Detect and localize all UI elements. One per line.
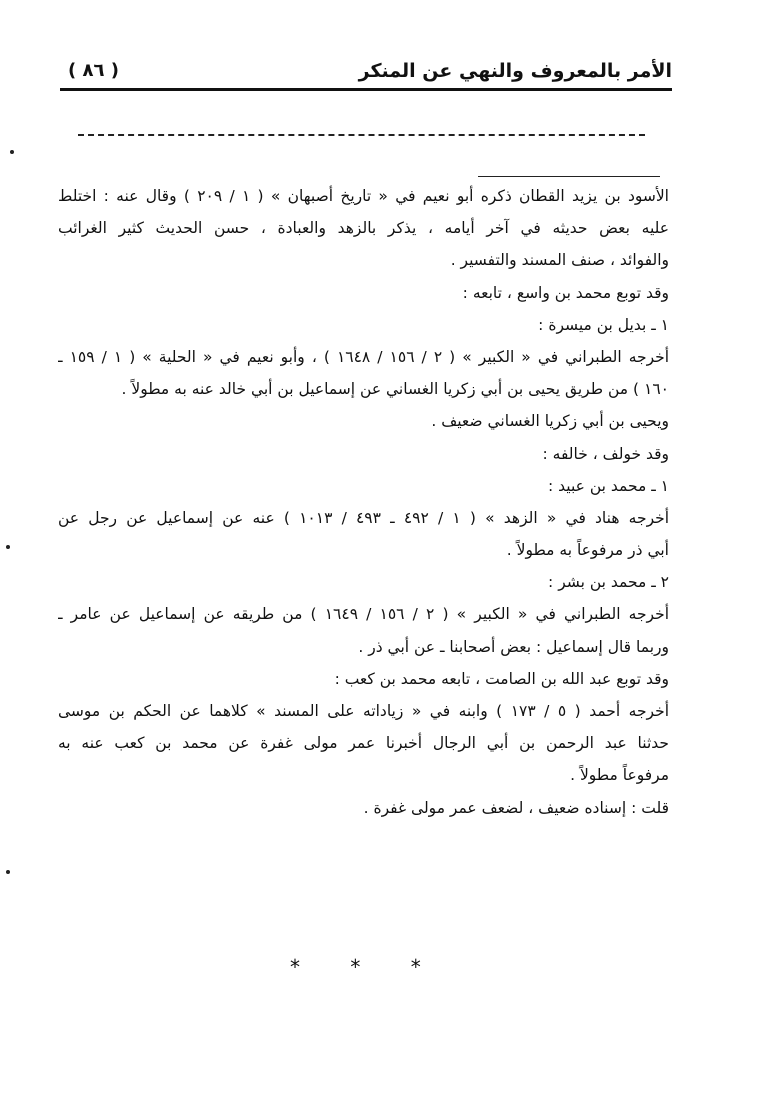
section-separator: * * *: [290, 955, 443, 979]
text-line: ١٦٠ ) من طريق يحيى بن أبي زكريا الغساني عن إسماعيل بن أبي خالد عنه به مطولاً .: [121, 380, 669, 399]
margin-speck: [10, 150, 14, 154]
margin-speck: [6, 545, 10, 549]
dashed-divider: [78, 134, 645, 136]
text-line: أخرجه الطبراني في « الكبير » ( ٢ / ١٥٦ / ١٦٤٨ ) ، وأبو نعيم في « الحلية » ( ١ / ١٥٩ ـ: [58, 347, 669, 366]
text-line: ٢ ـ محمد بن بشر :: [548, 573, 669, 592]
text-line: قلت : إسناده ضعيف ، لضعف عمر مولى غفرة .: [363, 798, 669, 817]
text-line: وقد توبع محمد بن واسع ، تابعه :: [462, 283, 669, 302]
text-line: وقد خولف ، خالفه :: [542, 444, 669, 463]
text-line: والفوائد ، صنف المسند والتفسير .: [450, 251, 669, 270]
text-line: ويحيى بن أبي زكريا الغساني ضعيف .: [431, 412, 669, 431]
text-line: عليه بعض حديثه في آخر أيامه ، يذكر بالزهد والعبادة ، حسن الحديث كثير الغرائب: [58, 219, 669, 238]
text-line: وقد توبع عبد الله بن الصامت ، تابعه محمد بن كعب :: [334, 669, 669, 688]
text-line: أخرجه هناد في « الزهد » ( ١ / ٤٩٢ ـ ٤٩٣ / ١٠١٣ ) عنه عن إسماعيل عن رجل عن: [58, 508, 669, 527]
text-line: أخرجه الطبراني في « الكبير » ( ٢ / ١٥٦ / ١٦٤٩ ) من طريقه عن إسماعيل عن عامر ـ: [58, 605, 669, 624]
text-line: ١ ـ بديل بن ميسرة :: [538, 315, 669, 334]
text-line: أبي ذر مرفوعاً به مطولاً .: [506, 541, 669, 560]
text-line: وربما قال إسماعيل : بعض أصحابنا ـ عن أبي ذر .: [358, 637, 669, 656]
running-header: [60, 58, 672, 88]
text-line: مرفوعاً مطولاً .: [570, 766, 669, 785]
text-line: أخرجه أحمد ( ٥ / ١٧٣ ) وابنه في « زياداته على المسند » كلاهما عن الحكم بن موسى: [58, 702, 669, 720]
text-line: ١ ـ محمد بن عبيد :: [548, 476, 669, 495]
footnote-text: [58, 180, 669, 824]
page-number: ( ٨٦ ): [68, 60, 119, 81]
footnote-rule: [478, 176, 660, 177]
text-line: الأسود بن يزيد القطان ذكره أبو نعيم في « تاريخ أصبهان » ( ١ / ٢٠٩ ) وقال عنه : اختلط: [58, 187, 669, 205]
header-rule: [60, 88, 672, 91]
running-title: الأمر بالمعروف والنهي عن المنكر: [358, 60, 672, 82]
margin-speck: [6, 870, 10, 874]
text-line: حدثنا عبد الرحمن بن أبي الرجال أخبرنا عمر مولى غفرة عن محمد بن كعب عنه به: [58, 734, 669, 753]
